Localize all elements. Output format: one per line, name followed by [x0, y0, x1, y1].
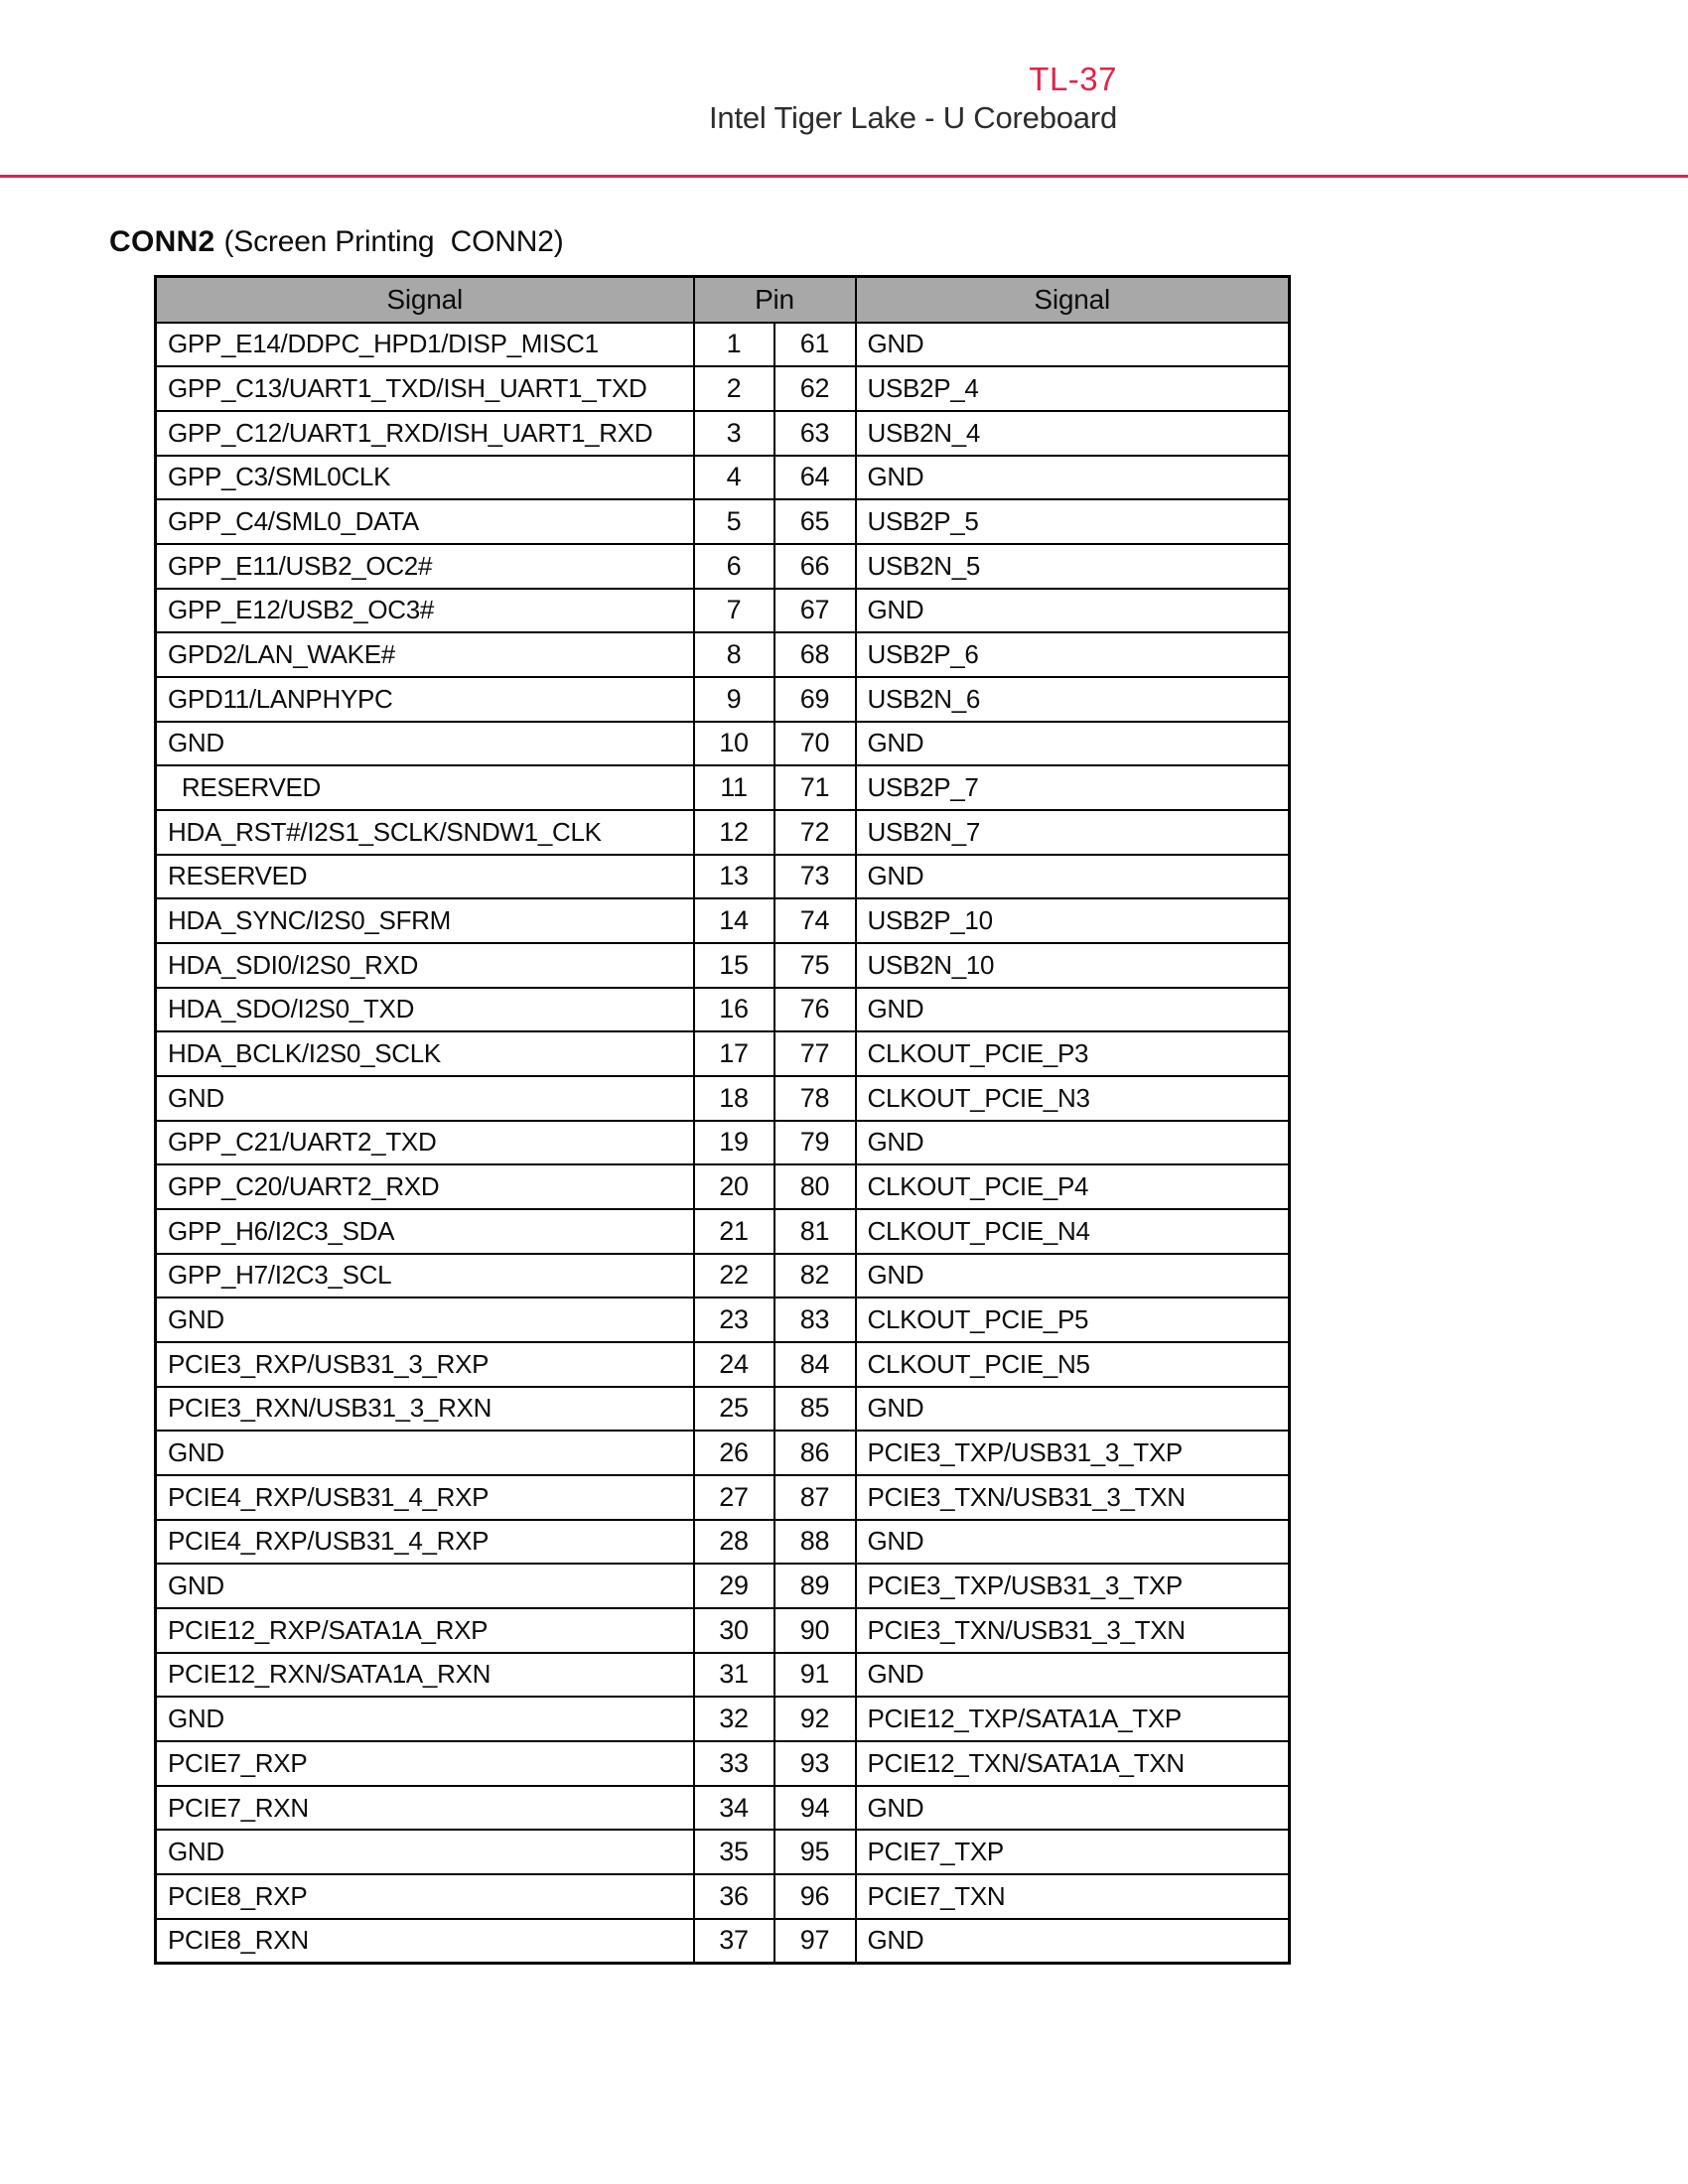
table-row: [156, 366, 1290, 411]
section-heading: [109, 225, 564, 259]
signal-left-cell: PCIE12_RXN/SATA1A_RXN: [156, 1653, 694, 1698]
table-row: [156, 1031, 1290, 1076]
pin-right-cell: 87: [774, 1475, 856, 1520]
pin-left-cell: 3: [694, 411, 774, 456]
table-row: [156, 1919, 1290, 1964]
pin-left-cell: 7: [694, 589, 774, 633]
pin-left-cell: 12: [694, 810, 774, 855]
signal-left-cell: PCIE7_RXN: [156, 1786, 694, 1831]
signal-right-cell: USB2P_7: [856, 765, 1290, 810]
signal-right-cell: PCIE3_TXN/USB31_3_TXN: [856, 1608, 1290, 1653]
pin-left-cell: 22: [694, 1254, 774, 1298]
signal-right-cell: CLKOUT_PCIE_N3: [856, 1076, 1290, 1121]
pin-right-cell: 75: [774, 943, 856, 988]
pin-left-cell: 20: [694, 1164, 774, 1209]
pin-right-cell: 78: [774, 1076, 856, 1121]
signal-left-cell: GPP_H7/I2C3_SCL: [156, 1254, 694, 1298]
pin-right-cell: 61: [774, 323, 856, 367]
signal-right-cell: GND: [856, 988, 1290, 1032]
pin-left-cell: 24: [694, 1342, 774, 1387]
table-row: [156, 632, 1290, 677]
table-row: [156, 1608, 1290, 1653]
pin-right-cell: 90: [774, 1608, 856, 1653]
table-row: [156, 1164, 1290, 1209]
signal-right-cell: USB2P_10: [856, 898, 1290, 943]
pin-left-cell: 11: [694, 765, 774, 810]
signal-right-cell: GND: [856, 1653, 1290, 1698]
table-row: [156, 722, 1290, 766]
signal-right-cell: PCIE3_TXP/USB31_3_TXP: [856, 1564, 1290, 1608]
pin-right-cell: 96: [774, 1874, 856, 1919]
signal-left-cell: GPP_E14/DDPC_HPD1/DISP_MISC1: [156, 323, 694, 367]
table-row: [156, 589, 1290, 633]
signal-right-cell: USB2P_5: [856, 499, 1290, 544]
pin-left-cell: 13: [694, 855, 774, 899]
signal-right-cell: PCIE7_TXP: [856, 1830, 1290, 1874]
pin-left-cell: 2: [694, 366, 774, 411]
pin-left-cell: 35: [694, 1830, 774, 1874]
pin-right-cell: 88: [774, 1520, 856, 1565]
table-row: [156, 855, 1290, 899]
pin-right-cell: 89: [774, 1564, 856, 1608]
signal-right-cell: CLKOUT_PCIE_N4: [856, 1209, 1290, 1254]
table-row: [156, 411, 1290, 456]
table-row: [156, 1475, 1290, 1520]
pin-left-cell: 32: [694, 1697, 774, 1741]
table-row: [156, 1520, 1290, 1565]
signal-right-cell: CLKOUT_PCIE_P3: [856, 1031, 1290, 1076]
pin-left-cell: 18: [694, 1076, 774, 1121]
table-row: [156, 1297, 1290, 1342]
signal-right-cell: USB2N_7: [856, 810, 1290, 855]
table-row: [156, 765, 1290, 810]
signal-right-cell: GND: [856, 1121, 1290, 1165]
pin-left-cell: 14: [694, 898, 774, 943]
signal-right-cell: GND: [856, 1387, 1290, 1432]
pin-left-cell: 1: [694, 323, 774, 367]
signal-left-cell: GPP_C4/SML0_DATA: [156, 499, 694, 544]
pin-right-cell: 62: [774, 366, 856, 411]
connector-subtitle: (Screen Printing CONN2): [223, 225, 564, 258]
pin-left-cell: 6: [694, 544, 774, 589]
table-row: [156, 1830, 1290, 1874]
signal-left-cell: GPP_C13/UART1_TXD/ISH_UART1_TXD: [156, 366, 694, 411]
signal-right-cell: USB2P_4: [856, 366, 1290, 411]
pin-left-cell: 23: [694, 1297, 774, 1342]
signal-left-cell: HDA_BCLK/I2S0_SCLK: [156, 1031, 694, 1076]
signal-right-cell: CLKOUT_PCIE_N5: [856, 1342, 1290, 1387]
signal-right-cell: USB2N_6: [856, 677, 1290, 722]
pin-right-cell: 94: [774, 1786, 856, 1831]
pin-right-cell: 85: [774, 1387, 856, 1432]
table-row: [156, 1254, 1290, 1298]
table-row: [156, 1786, 1290, 1831]
signal-right-cell: USB2N_5: [856, 544, 1290, 589]
header-divider-rule: [0, 175, 1688, 178]
signal-left-cell: HDA_SYNC/I2S0_SFRM: [156, 898, 694, 943]
table-row: [156, 323, 1290, 367]
signal-left-cell: RESERVED: [156, 855, 694, 899]
table-row: [156, 1121, 1290, 1165]
pin-right-cell: 65: [774, 499, 856, 544]
pin-right-cell: 68: [774, 632, 856, 677]
pin-left-cell: 36: [694, 1874, 774, 1919]
signal-right-cell: GND: [856, 855, 1290, 899]
table-row: [156, 1387, 1290, 1432]
signal-right-cell: PCIE12_TXP/SATA1A_TXP: [856, 1697, 1290, 1741]
signal-left-cell: RESERVED: [156, 765, 694, 810]
table-row: [156, 456, 1290, 500]
signal-right-cell: GND: [856, 1786, 1290, 1831]
pin-right-cell: 63: [774, 411, 856, 456]
pin-left-cell: 17: [694, 1031, 774, 1076]
signal-left-cell: GND: [156, 1431, 694, 1475]
pin-left-cell: 4: [694, 456, 774, 500]
table-row: [156, 677, 1290, 722]
signal-right-cell: GND: [856, 1520, 1290, 1565]
signal-left-cell: HDA_SDO/I2S0_TXD: [156, 988, 694, 1032]
signal-left-cell: GPD11/LANPHYPC: [156, 677, 694, 722]
signal-left-cell: PCIE3_RXN/USB31_3_RXN: [156, 1387, 694, 1432]
signal-left-cell: GND: [156, 1297, 694, 1342]
signal-right-cell: PCIE7_TXN: [856, 1874, 1290, 1919]
table-row: [156, 1431, 1290, 1475]
pin-left-cell: 10: [694, 722, 774, 766]
pin-left-cell: 26: [694, 1431, 774, 1475]
signal-left-cell: PCIE12_RXP/SATA1A_RXP: [156, 1608, 694, 1653]
pin-left-cell: 37: [694, 1919, 774, 1964]
pin-right-cell: 79: [774, 1121, 856, 1165]
doc-code: TL-37: [1029, 61, 1117, 97]
table-row: [156, 1342, 1290, 1387]
pin-left-cell: 25: [694, 1387, 774, 1432]
pin-right-cell: 83: [774, 1297, 856, 1342]
pin-right-cell: 69: [774, 677, 856, 722]
pin-right-cell: 72: [774, 810, 856, 855]
signal-left-cell: PCIE7_RXP: [156, 1741, 694, 1786]
signal-left-cell: GPP_E11/USB2_OC2#: [156, 544, 694, 589]
pin-right-cell: 71: [774, 765, 856, 810]
table-row: [156, 1209, 1290, 1254]
signal-left-cell: GPP_H6/I2C3_SDA: [156, 1209, 694, 1254]
pin-left-cell: 27: [694, 1475, 774, 1520]
header-row: [156, 277, 1290, 323]
table-row: [156, 1741, 1290, 1786]
signal-right-cell: PCIE3_TXP/USB31_3_TXP: [856, 1431, 1290, 1475]
table-row: [156, 1076, 1290, 1121]
signal-right-cell: GND: [856, 589, 1290, 633]
signal-right-cell: GND: [856, 1919, 1290, 1964]
pin-table-body: [156, 323, 1290, 1964]
signal-right-cell: USB2P_6: [856, 632, 1290, 677]
pin-right-cell: 76: [774, 988, 856, 1032]
table-row: [156, 1697, 1290, 1741]
signal-left-cell: GPP_E12/USB2_OC3#: [156, 589, 694, 633]
signal-left-cell: HDA_SDI0/I2S0_RXD: [156, 943, 694, 988]
pin-right-cell: 74: [774, 898, 856, 943]
table-row: [156, 898, 1290, 943]
pin-right-cell: 81: [774, 1209, 856, 1254]
signal-left-cell: GPP_C21/UART2_TXD: [156, 1121, 694, 1165]
pin-right-cell: 97: [774, 1919, 856, 1964]
pin-right-cell: 91: [774, 1653, 856, 1698]
signal-left-cell: GPP_C12/UART1_RXD/ISH_UART1_RXD: [156, 411, 694, 456]
table-row: [156, 544, 1290, 589]
signal-right-cell: USB2N_4: [856, 411, 1290, 456]
pin-left-cell: 30: [694, 1608, 774, 1653]
signal-left-cell: HDA_RST#/I2S1_SCLK/SNDW1_CLK: [156, 810, 694, 855]
pin-right-cell: 86: [774, 1431, 856, 1475]
doc-title: Intel Tiger Lake - U Coreboard: [709, 99, 1117, 135]
signal-left-cell: GND: [156, 1697, 694, 1741]
signal-left-cell: PCIE8_RXN: [156, 1919, 694, 1964]
signal-left-cell: GND: [156, 722, 694, 766]
table-row: [156, 1653, 1290, 1698]
connector-name: CONN2: [109, 225, 215, 258]
pin-left-cell: 33: [694, 1741, 774, 1786]
signal-right-cell: CLKOUT_PCIE_P4: [856, 1164, 1290, 1209]
column-header-pin: Pin: [694, 277, 856, 323]
signal-right-cell: GND: [856, 722, 1290, 766]
table-row: [156, 988, 1290, 1032]
pin-left-cell: 8: [694, 632, 774, 677]
pin-left-cell: 19: [694, 1121, 774, 1165]
table-row: [156, 943, 1290, 988]
document-header: [0, 62, 1117, 136]
pin-left-cell: 9: [694, 677, 774, 722]
pin-right-cell: 93: [774, 1741, 856, 1786]
signal-left-cell: PCIE8_RXP: [156, 1874, 694, 1919]
pin-right-cell: 67: [774, 589, 856, 633]
pin-right-cell: 73: [774, 855, 856, 899]
pin-assignment-table: [154, 275, 1291, 1965]
table-row: [156, 810, 1290, 855]
pin-right-cell: 64: [774, 456, 856, 500]
signal-left-cell: GPP_C3/SML0CLK: [156, 456, 694, 500]
pin-left-cell: 31: [694, 1653, 774, 1698]
pin-right-cell: 77: [774, 1031, 856, 1076]
signal-right-cell: USB2N_10: [856, 943, 1290, 988]
pin-left-cell: 15: [694, 943, 774, 988]
signal-right-cell: PCIE3_TXN/USB31_3_TXN: [856, 1475, 1290, 1520]
pin-right-cell: 80: [774, 1164, 856, 1209]
signal-right-cell: GND: [856, 456, 1290, 500]
pin-table-header: [156, 277, 1290, 323]
signal-right-cell: GND: [856, 323, 1290, 367]
pin-right-cell: 82: [774, 1254, 856, 1298]
pin-right-cell: 70: [774, 722, 856, 766]
signal-left-cell: PCIE4_RXP/USB31_4_RXP: [156, 1475, 694, 1520]
pin-left-cell: 28: [694, 1520, 774, 1565]
pin-left-cell: 16: [694, 988, 774, 1032]
table-row: [156, 1564, 1290, 1608]
signal-left-cell: PCIE4_RXP/USB31_4_RXP: [156, 1520, 694, 1565]
signal-left-cell: GND: [156, 1830, 694, 1874]
pin-right-cell: 95: [774, 1830, 856, 1874]
signal-left-cell: GND: [156, 1564, 694, 1608]
pin-left-cell: 34: [694, 1786, 774, 1831]
column-header-signal-left: Signal: [156, 277, 694, 323]
pin-left-cell: 21: [694, 1209, 774, 1254]
pin-left-cell: 29: [694, 1564, 774, 1608]
pin-left-cell: 5: [694, 499, 774, 544]
pin-right-cell: 92: [774, 1697, 856, 1741]
signal-right-cell: GND: [856, 1254, 1290, 1298]
table-row: [156, 1874, 1290, 1919]
column-header-signal-right: Signal: [856, 277, 1290, 323]
signal-right-cell: CLKOUT_PCIE_P5: [856, 1297, 1290, 1342]
table-row: [156, 499, 1290, 544]
pin-right-cell: 84: [774, 1342, 856, 1387]
signal-left-cell: PCIE3_RXP/USB31_3_RXP: [156, 1342, 694, 1387]
signal-right-cell: PCIE12_TXN/SATA1A_TXN: [856, 1741, 1290, 1786]
pin-right-cell: 66: [774, 544, 856, 589]
signal-left-cell: GND: [156, 1076, 694, 1121]
signal-left-cell: GPP_C20/UART2_RXD: [156, 1164, 694, 1209]
signal-left-cell: GPD2/LAN_WAKE#: [156, 632, 694, 677]
